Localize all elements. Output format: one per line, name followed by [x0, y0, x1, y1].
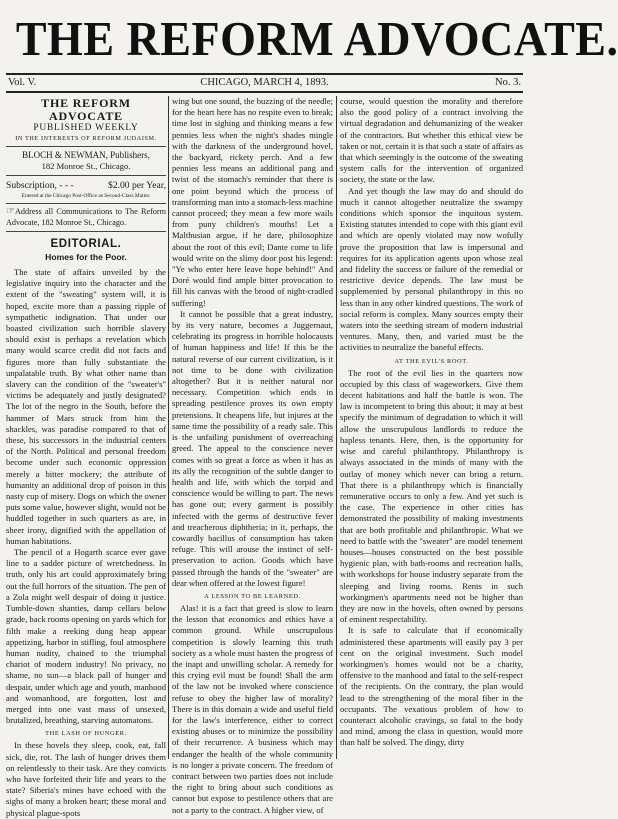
subscription-label: Subscription, - - - [6, 180, 74, 191]
address-note [6, 207, 166, 228]
entered-notice: Entered at the Chicago Post-Office as Second-Class Matter. [21, 193, 151, 199]
publication-info-box [6, 97, 166, 232]
column-divider [168, 96, 169, 759]
paragraph: And yet though the law may do and should do much it cannot altogether neutralize the swampy conditions which sponsor the inquitous system. Existing statutes intended to cope with this giant evil and which are openly violated may now wofully prove the proposition that law is impersonal and requires for its application agents upon whose zeal and fidelity the success or failure of the remedial or restrictive device depends. The law must be supplemented by personal philanthropy in this no less than in any other kindred questions. The work of social reform is complex. Many sources empty their waters into the seething stream of modern industrial ventures. Many, then, and varied must be the activities to neutralize the baneful effects. [340, 185, 523, 353]
paragraph: wing but one sound, the buzzing of the needle; for the heart here has no respite even to break; time lost in sighing and thinking means a few pennies less when the night's shades mingle with the darkness of the underground hovel, the backyard, rickety perch. And a few pennies less means an additional pang and twist of the stomach's reminder that there is one point beyond which the process of transforming man into a stomach-less machine cannot proceed; they mean a few more wails from puny children's mouths! Let a Malthusian argue, if he dare, philosophize about the root of this evil; Dante come to life would write on the slimy door post his legend: "Ye who enter here leave hope behind!" And Doré would find ample bitter provocation to fill his canvas with the brood of night-cradled suffering! [172, 96, 333, 308]
section-heading: A LESSON TO BE LEARNED. [204, 592, 301, 600]
section-heading: THE LASH OF HUNGER. [45, 730, 127, 738]
address-note-text: Address all Communications to The Reform Advocate, 182 Monroe St., Chicago. [6, 207, 166, 227]
pointing-hand-icon: ☞ [6, 206, 15, 217]
dateline-rule [6, 91, 523, 93]
paragraph: In these hovels they sleep, cook, eat, fall sick, die, rot. The lash of hunger drives them on relentlessly to their task. Are they convicts who have forfeited their life and years to the state? Siberia's mines have echoed with the sighs of many a broken heart; these moral and physical plague-spots [6, 740, 166, 818]
paragraph: It is safe to calculate that if economically administered these apartments will easily pay 3 per cent on the original investment. Such model workingmen's homes would not be a charity, offensive to the manhood and fatal to the self-respect of the recipients. On the contrary, the plan would lead to the strengthening of the moral fiber in the occupants. The vexatious problem of how to counteract alcoholic cravings, so fatal to the body and mind, among the class in question, would more than half be solved. The dingy, dirty [340, 625, 523, 748]
paragraph: The state of affairs unveiled by the legislative inquiry into the character and the extent of the "sweating" system will, it is hoped, excite more than a passing ripple of sympathetic indignation. That under our boasted civilization such horrible slavery should exist is perhaps a revelation which many would scarce credit did not facts and figures more than fully substantiate the unpalatable truth. By what other name than slavery can the condition of the "sweater's" victims be adequately and justly designated? The lot of the negro in the South, before the hammer of Mars struck from him the shackles, was paradise compared to that of these, his successors in the industrial centers of the North. Political and personal freedom become under such economic oppression merely a bitter mockery; the attribute of humanity an additional drop of poison in this nasty cup of misery. Dogs on which the owner puts some value, however slight, would not be huddled together in such quarters as are, in sheer irony, dignified with the appellation of human habitations. [6, 267, 166, 546]
box-title: THE REFORM ADVOCATE [41, 96, 131, 123]
editorial-subtitle: Homes for the Poor. [45, 252, 127, 262]
divider [6, 146, 166, 147]
paragraph: It cannot be possible that a great industry, by its very nature, becomes a Juggernaut, celebrating its progress in horrible holocausts of human happiness and life! If this be the natural reverse of our current civilization, is it not time to be done with civilization altogether? But it is neither natural nor necessary. Competition which ends in spreading pestilence proves its own empty pretensions. It cheapens life, but injures at the same time the possibility of a ready sale. This is the unfailing punishment of overreaching greed. The appeal to the conscience never comes with so great a force as when it has as its ally the recognition of the subtle danger to health and life, with which the torpid and conscience would be willing to part. The news has gone out; every garment is possibly infected with the germs of destructive fever and treacherous diphtheria; in it, perhaps, the cowardly bacillus of consumption has taken refuge. This will arouse the instinct of self-preservation to action. Goods which have passed through the hands of the "sweater" are dear when offered at the lowest figure! [172, 308, 333, 588]
dateline [6, 76, 523, 90]
editorial-heading: EDITORIAL. [50, 238, 122, 250]
box-publishers: BLOCH & NEWMAN, Publishers, [22, 150, 150, 160]
subscription-line [6, 179, 166, 192]
issue-number: No. 3. [495, 77, 521, 88]
issue-date: CHICAGO, MARCH 4, 1893. [200, 77, 329, 88]
paragraph: The pencil of a Hogarth scarce ever gave line to a sadder picture of wretchedness. In truth, only his art could approximately bring out the full horrors of the situation. The pen of a Zola might well despair of doing it justice. Tumble-down shanties, damp cellars below grade, back rooms opening on yards which for filth make a reeking dung heap appear appetizing, harbor in stifling, foul atmosphere human nudity, chained to the triumphal chariot of modern industry! No privacy, no shame, no sun—a black pall of hunger and despair, under which age and youth, manhood and womanhood, are forgotten, lost and merged into one vast mass of unsexed, brutalized, breathing, starving automatons. [6, 547, 166, 726]
subscription-price: $2.00 per Year, [108, 180, 166, 191]
paragraph: The root of the evil lies in the quarters now occupied by this class of wageworkers. Give them decent habitations and half the battle is won. The law is incompetent to bring this about; it may at best specify the minimum of degradation to which it will allow the unscrupulous landlords to reduce the hapless tenants. Here, then, is the opportunity for wise and careful philanthropy. Philanthropy is always associated in the minds of many with the outlay of money which never can bring a return. That there is a philanthropy which is financially remunerative occurs to only a few. And yet such is the case. The experience in other cities has demonstrated the possibility of making investments that are both profitable and philanthropic. What we need to battle with the "sweater" are model tenement houses—houses constructed on the best possible hygienic plan, with bath-rooms and recreation halls, with workshops for house industry separate from the sleeping and living rooms. Rents in such workingmen's apartments need not be higher than they are now in the hovels, often owned by persons of eminent respectability. [340, 367, 523, 625]
masthead-title: THE REFORM ADVOCATE. [15, 11, 618, 66]
divider [6, 203, 166, 204]
masthead-rule [6, 73, 523, 75]
box-interests: IN THE INTERESTS OF REFORM JUDAISM. [15, 135, 157, 142]
paragraph: course, would question the morality and therefore also the good policy of a contract involving the virtual degradation and dehumanizing of the weaker of the contractors. But whether this ethical view be taken or not, certain it is that such a state of affairs as that which seemingly is the outcome of the sweating system calls for the intervention of organized society, the state or the law. [340, 96, 523, 185]
divider [6, 231, 166, 232]
box-frequency: PUBLISHED WEEKLY [33, 123, 139, 133]
divider [6, 175, 166, 176]
column-2 [172, 96, 333, 815]
column-divider [336, 96, 337, 759]
section-heading: AT THE EVIL'S ROOT. [394, 357, 469, 365]
column-1 [6, 96, 166, 818]
column-3 [340, 96, 523, 759]
paragraph: Alas! it is a fact that greed is slow to learn the lesson that economics and ethics have a common ground. While unscrupulous competition is slowly learning this truth society as a whole must hasten the progress of the inapt and unwilling scholar. A remedy for this crying evil must be found! Shall the arm of the law not be invoked where conscience refuse to obey the higher law of morality? There is in this domain a wide and useful field for the law's interference, either to correct existing abuses or to minimize the possibility of their recurrence. A business which may endanger the health of the whole community is no longer a private concern. The freedom of contract between two parties does not include the right to bring about such conditions as cannot but expose to pestilence others that are not a party to the contract. A higher view, of [172, 602, 333, 815]
volume-label: Vol. V. [8, 77, 37, 88]
box-address: 182 Monroe St., Chicago. [41, 161, 131, 171]
